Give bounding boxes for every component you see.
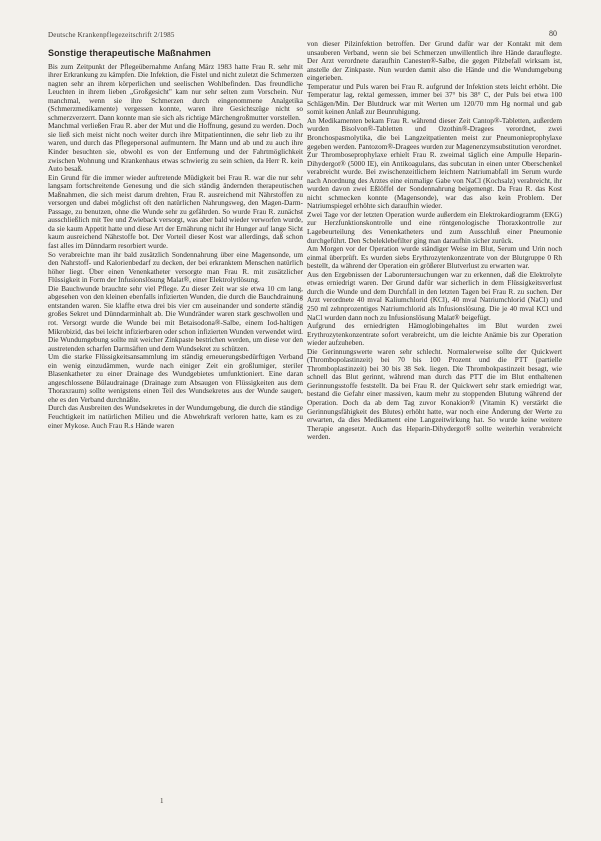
paragraph: Aus den Ergebnissen der Laboruntersuchungen war zu erkennen, daß die Elektrolyte etwas erniedrigt waren. Der Grund dafür war sicherlich in dem Flüssigkeitsverlust durch die Wunde und dem Durchfall in den letzten Tagen bei Frau R. zu suchen. Der Arzt verordnete 40 mval Kaliumchlorid (KCl), 40 mval Natriumchlorid (NaCl) und 250 ml zehnprozentiges Natriumchlorid als Infusionslösung. Die je 40 mval KCl und NaCl wurden dann noch zu Infusionslösung Malat® beigefügt.: [307, 269, 562, 322]
paragraph: Die Bauchwunde brauchte sehr viel Pflege. Zu dieser Zeit war sie etwa 10 cm lang, abgesehen von den kleinen ebenfalls infizierten Wunden, die durch die Bauchdrainung entstanden waren. Sie klaffte etwa drei bis vier cm auseinander und sonderte ständig großes Sekret und Dünndarminhalt ab. Die Wundränder waren stark geschwollen und rot. Versorgt wurde die Wunde bei mit Betaisodona®-Salbe, einem Iod-haltigen Mikrobizid, das bei leicht infizierbaren oder schon infizierten Wunden verwendet wird. Die Wundumgebung sollte mit weicher Zinkpaste bestrichen werden, um diese vor den austretenden scharfen Darmsäften und dem Wundsekret zu schützen.: [48, 283, 303, 353]
paragraph: So verabreichte man ihr bald zusätzlich Sondennahrung über eine Magensonde, um den Nahrstoff- und Kalorienbedarf zu decken, der bei erkranktem Menschen natürlich höher liegt. Über einen Venenkatheter versorgte man Frau R. mit zusätzlicher Flüssigkeit in Form der Infusionslösung Malat®, einer Elektrolytlösung.: [48, 249, 303, 285]
left-column: [48, 42, 303, 430]
paragraph: Ein Grund für die immer wieder auftretende Müdigkeit bei Frau R. war die nur sehr langsam fortschreitende Genesung und die sich ständig ändernden therapeutischen Maßnahmen, die sich meist darum drehten, Frau R. ausreichend mit Nährstoffen zu versorgen und dabei möglichst oft den natürlichen Nahrungsweg, den Magen-Darm-Passage, zu benutzen, ohne die Wunde sehr zu gefährden. So wurde Frau R. zunächst ausschließlich mit Tee und Zwieback versorgt, was aber bald wieder verworfen wurde, da sie kaum Appetit hatte und diese Art der Ernährung nicht ihr Hunger auf lange Sicht kaum ausreichend Nährstoffe bot. Der Vorteil dieser Kost war allerdings, daß schon fast alles im Dünndarm resorbiert wurde.: [48, 172, 303, 251]
paragraph: An Medikamenten bekam Frau R. während dieser Zeit Cantop®-Tabletten, außerdem wurden Bisolvon®-Tabletten und Ozothin®-Dragees verordnet, zwei Bronchospasmolytika, die bei Langzeitpatienten meist zur Pneumonieprophylaxe gegeben werden. Pantozom®-Dragees wurden zur Magenenzymsubstitution verordnet.: [307, 115, 562, 151]
paragraph: Durch das Ausbreiten des Wundsekretes in der Wundumgebung, die durch die ständige Feuchtigkeit im natürlichen Milieu und die Abwehrkraft verloren hatte, kam es zu einer Mykose. Auch Frau R.s Hände waren: [48, 403, 303, 430]
right-column: [307, 40, 562, 442]
paragraph: Aufgrund des erniedrigten Hämoglobingehaltes im Blut wurden zwei Erythrozytenkonzentrate sofort verabreicht, um die leichte Anämie bis zur Operation wieder aufzuheben.: [307, 321, 562, 348]
paragraph: Manchmal verließen Frau R. aber der Mut und die Hoffnung, gesund zu werden. Doch sie ließ sich meist nicht noch weiter durch ihre Mitpatientinnen, die sehr lieb zu ihr waren, und durch das Pflegepersonal aufmuntern. Ihr Mann und ab und zu auch ihre Kinder besuchten sie, obwohl es von der Entfernung und der Fahrtmöglichkeit zwischen Wohnung und Krankenhaus etwas schwierig zu sein schien, da Herr R. kein Auto besaß.: [48, 121, 303, 174]
paragraph: von dieser Pilzinfektion betroffen. Der Grund dafür war der Kontakt mit dem unsauberen Verband, wenn sie bei Schmerzen unwillentlich ihre Hände darauflegte. Der Arzt verordnete daraufhin Canesten®-Salbe, die gegen Pilzbefall wirksam ist, anstelle der Zinkpaste. Nun wurden damit also die Hände und die Wundumgebung eingerieben.: [307, 39, 562, 83]
journal-header: Deutsche Krankenpflegezeitschrift 2/1985: [48, 31, 175, 39]
paragraph: Die Gerinnungswerte waren sehr schlecht. Normalerweise sollte der Quickwert (Thrombopolastinzeit) bei 70 bis 100 Prozent und die PTT (partielle Thromboplastinzeit) bei 30 bis 38 Sek. liegen. Die Thrombokpastinzeit besagt, wie schnell das Blut gerinnt, während man durch das PTT die im Blut enthaltenen Gerinnungsstoffe feststellt. Da bei Frau R. der Quickwert sehr stark erniedrigt war, bestand die Gefahr einer massiven, kaum mehr zu stoppenden Blutung während der Operation. Doch da ab dem Tag zuvor Konakion® (Vitamin K) verstärkt die Gerinnungsfähigkeit des Blutes) erhöht hatte, war noch eine Änderung der Werte zu erwarten, da dies Medikament eine Langzeitwirkung hat. So wurde keine weitere Therapie angesetzt. Auch das Heparin-Dihydergot® sollte weiterhin verabreicht werden.: [307, 346, 562, 442]
paragraph: Am Morgen vor der Operation wurde ständiger Weise im Blut, Serum und Urin noch einmal überprüft. Es wurden siebs Erythrozytenkonzentrate von der Blutgruppe 0 Rh bestellt, da während der Operation ein größerer Blutverlust zu erwarten war.: [307, 244, 562, 271]
section-heading: Sonstige therapeutische Maßnahmen: [48, 48, 211, 58]
paragraph: Um die starke Flüssigkeitsansammlung im ständig erneuerungsbedürftigen Verband ein wenig einzudämmen, wurde nach einiger Zeit ein großlumiger, steriler Blasenkatheter zu einer Drainage des Wundgebietes umfunktioniert. Eine daran angeschlossene Bülaudrainage (Drainage zum Absaugen von Flüssigkeiten aus dem Thoraxraum) sollte wenigstens einen Teil des Wundsekretes aus der Wunde saugen, ehe es den Verband durchnäßte.: [48, 352, 303, 404]
page-number: 80: [549, 29, 557, 38]
paragraph: Bis zum Zeitpunkt der Pflegeübernahme Anfang März 1983 hatte Frau R. sehr mit ihrer Erkrankung zu kämpfen. Die Infektion, die Fistel und nicht zuletzt die Schmerzen nagten sehr an ihrem körperlichen und seelischen Wohlbefinden. Das freundliche Leuchten in ihrem lieben „Großgesicht" kam nur sehr selten zum Vorschein. Nur manchmal, wenn sie ihre Schmerzen durch eingenommene Analgetika (Schmerzmedikamente) vergessen konnte, waren ihre Gesichtszüge nicht so schmerzverzerrt. Dann konnte man sie sich als richtige Märchengroßmutter vorstellen.: [48, 61, 303, 122]
footer-page-mark: 1: [160, 797, 164, 805]
paragraph: Zwei Tage vor der letzten Operation wurde außerdem ein Elektrokardiogramm (EKG) zur Herzfunktionskontrolle und eine röntgenologische Thoraxkontrolle zur Lagebeurteilung des Venenkatheters und zum Ausschluß einer Pneumonie durchgeführt. Den Scbeleklebefilter ging man daraufhin sicher zurück.: [307, 209, 562, 245]
paragraph: Temperatur und Puls waren bei Frau R. aufgrund der Infektion stets leicht erhöht. Die Temperatur lag, rektal gemessen, immer bei 37° bis 38° C, der Puls bei etwa 100 Schlägen/Min. Der Blutdruck war mit Werten um 120/70 mm Hg normal und gab somit keinen Anlaß zur Beunruhigung.: [307, 81, 562, 117]
paragraph: Zur Thromboseprophylaxe erhielt Frau R. zweimal täglich eine Ampulle Heparin-Dihydergot® (5000 IE), ein Antikoagulans, das subcutan in einen unter Oberschenkel verabreicht wurde. Bei zwischenzeitlichem leichtem Natriumabfall im Serum wurde nach Anordnung des Arztes eine einmalige Gabe von NaCl (Kochsalz) verabreicht, ihr wurden davon zwei Eßlöffel der Sondennahrung beigemengt. Da Frau R. das Kost nicht schmecken konnte (Magensonde), war das also kein Problem. Der Natriumspiegel erhöhte sich daraufhin wieder.: [307, 150, 562, 211]
